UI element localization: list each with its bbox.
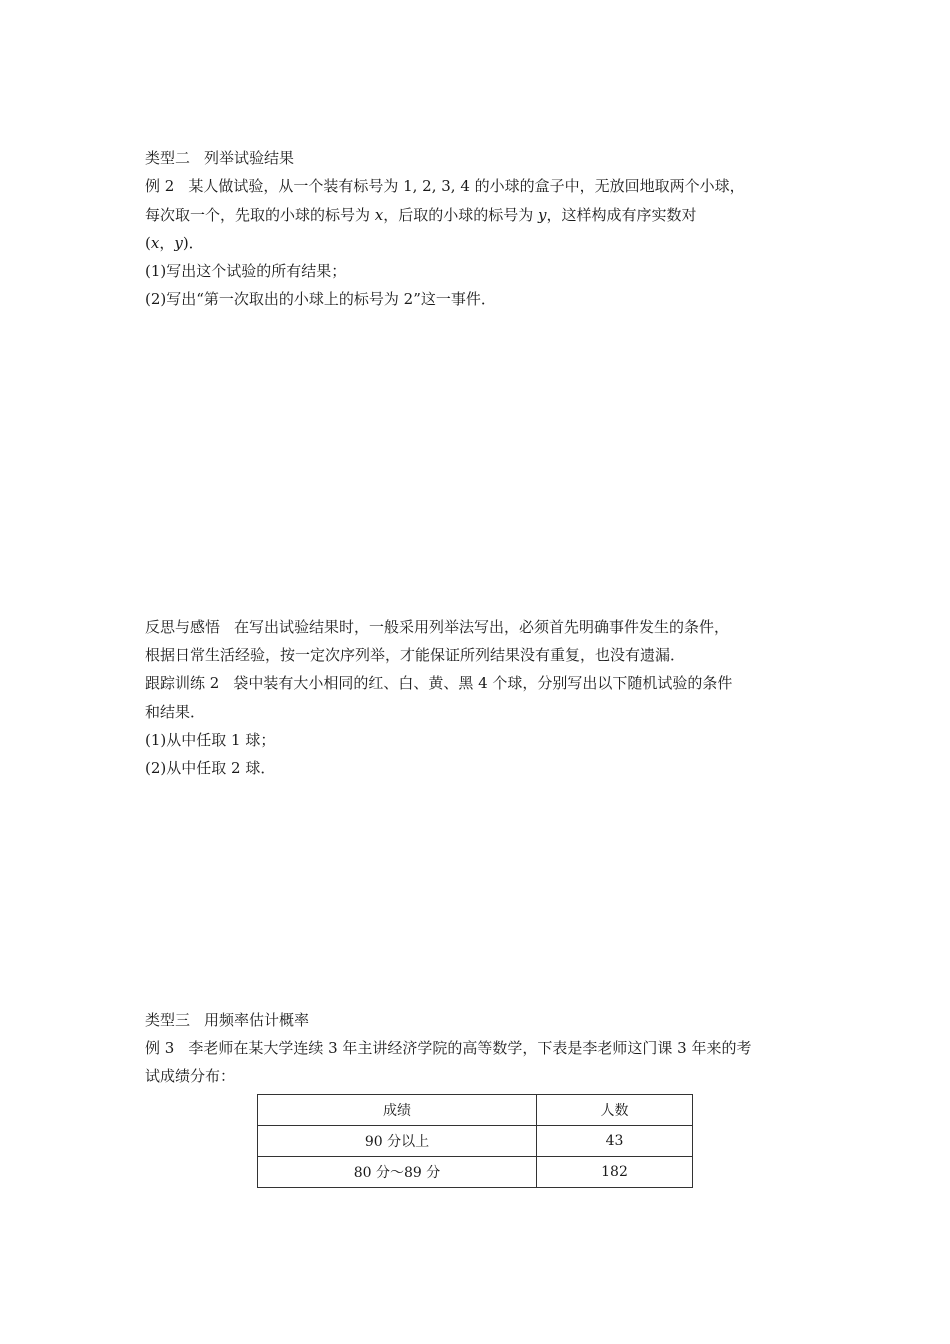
table-row	[258, 1157, 693, 1188]
example3-text1: 李老师在某大学连续 3 年主讲经济学院的高等数学，下表是李老师这门课 3 年来的考	[188, 1039, 752, 1057]
example2-question2: (2)写出“第一次取出的小球上的标号为 2”这一事件．	[145, 290, 496, 308]
score-table	[257, 1094, 693, 1188]
example2-text1: 某人做试验，从一个装有标号为 1, 2, 3, 4 的小球的盒子中，无放回地取两个小球，	[188, 177, 745, 195]
practice2-question1: (1)从中任取 1 球；	[145, 731, 276, 749]
paren-close: )．	[182, 234, 204, 252]
reflection-line1	[145, 617, 729, 637]
practice2-line1	[145, 673, 732, 693]
section2-title: 列举试验结果	[204, 149, 295, 167]
header-count: 人数	[537, 1095, 693, 1126]
section3-label: 类型三	[145, 1011, 191, 1029]
example2-text2a: 每次取一个，先取的小球的标号为	[145, 206, 375, 224]
example2-line1	[145, 176, 745, 196]
example3-line1	[145, 1038, 751, 1058]
paren-open: (	[145, 234, 151, 252]
cell-count: 182	[537, 1157, 693, 1188]
reflection-text1: 在写出试验结果时，一般采用列举法写出，必须首先明确事件发生的条件，	[234, 618, 730, 636]
cell-score: 90 分以上	[258, 1126, 537, 1157]
example2-text2c: ，这样构成有序实数对	[546, 206, 697, 224]
var-x-pair: x	[150, 234, 160, 252]
table-row	[258, 1126, 693, 1157]
section2-label: 类型二	[145, 149, 191, 167]
header-score: 成绩	[258, 1095, 537, 1126]
example2-line3	[145, 233, 204, 253]
section3-heading	[145, 1010, 309, 1030]
section2-heading	[145, 148, 294, 168]
reflection-line2: 根据日常生活经验，按一定次序列举，才能保证所列结果没有重复，也没有遗漏．	[145, 646, 686, 664]
example3-label: 例 3	[145, 1039, 175, 1057]
var-y-pair: y	[174, 234, 183, 252]
section3-title: 用频率估计概率	[204, 1011, 310, 1029]
reflection-label: 反思与感悟	[145, 618, 221, 636]
practice2-question2: (2)从中任取 2 球．	[145, 759, 276, 777]
pair-comma: ，	[159, 234, 175, 252]
practice2-line2: 和结果．	[145, 703, 206, 721]
cell-count: 43	[537, 1126, 693, 1157]
example2-label: 例 2	[145, 177, 175, 195]
var-x: x	[374, 206, 384, 224]
example2-text2b: ，后取的小球的标号为	[383, 206, 539, 224]
table-header-row	[258, 1095, 693, 1126]
example2-question1: (1)写出这个试验的所有结果；	[145, 262, 347, 280]
cell-score: 80 分～89 分	[258, 1157, 537, 1188]
practice2-text1: 袋中装有大小相同的红、白、黄、黑 4 个球，分别写出以下随机试验的条件	[233, 674, 733, 692]
example3-line2: 试成绩分布：	[145, 1067, 236, 1085]
var-y: y	[538, 206, 547, 224]
example2-line2	[145, 205, 697, 225]
practice2-label: 跟踪训练 2	[145, 674, 220, 692]
